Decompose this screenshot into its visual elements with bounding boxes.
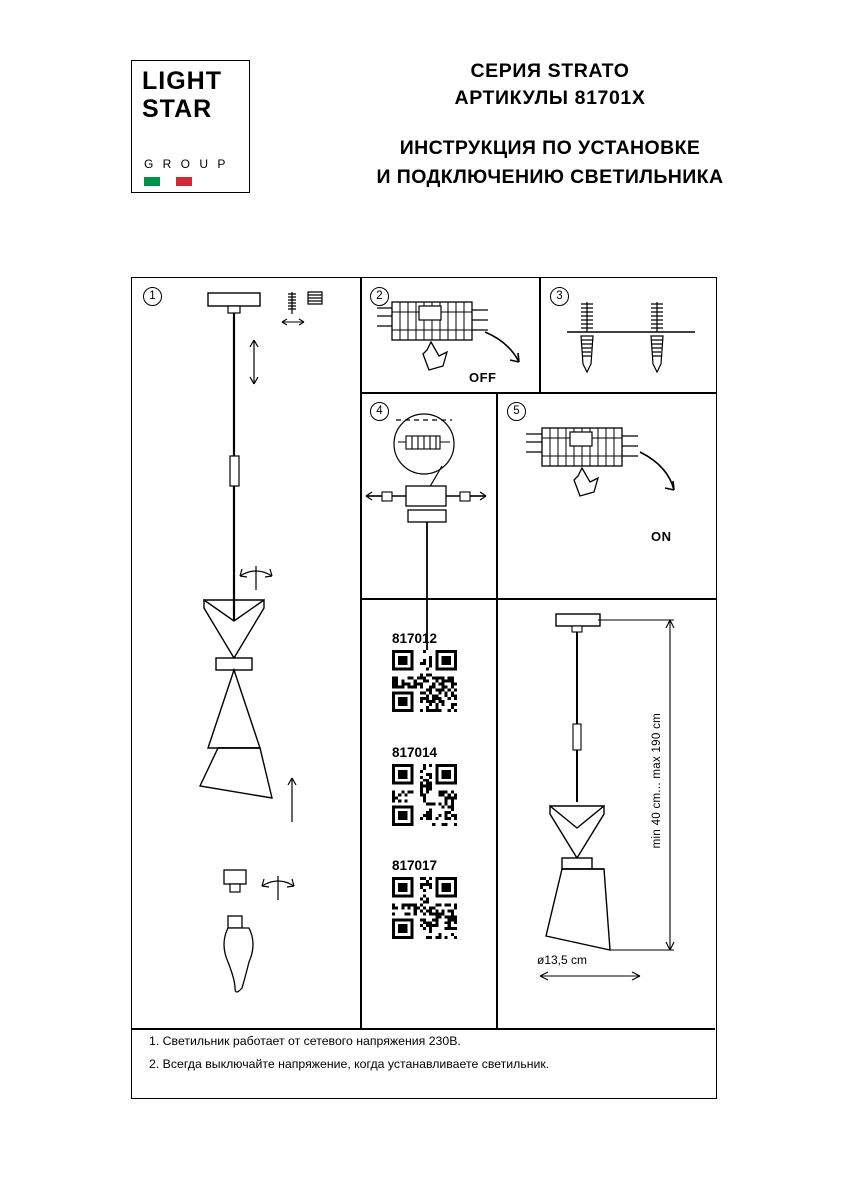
logo-line-1: LIGHT	[142, 67, 222, 95]
step-number-4: 4	[370, 402, 389, 421]
label-on: ON	[651, 529, 672, 544]
qr-item-0	[392, 631, 457, 717]
qr-label-2: 817017	[392, 858, 438, 873]
qr-item-2	[392, 858, 457, 944]
step-number-5: 5	[507, 402, 526, 421]
step-number-3: 3	[550, 287, 569, 306]
note-line-2: 2. Всегда выключайте напряжение, когда устанавливаете светильник.	[149, 1057, 550, 1071]
qr-code-image-1	[392, 764, 457, 826]
product-dimension-drawing	[498, 606, 716, 1026]
step-number-2: 2	[370, 287, 389, 306]
step5-switch-on-drawing	[500, 392, 716, 592]
header-text-block	[300, 58, 800, 192]
divider-horizontal-row2	[360, 598, 717, 600]
step2-switch-off-drawing	[367, 284, 537, 394]
footer-notes	[149, 1030, 699, 1076]
step3-screws-drawing	[545, 284, 715, 394]
note-line-1: 1. Светильник работает от сетевого напряжения 230В.	[149, 1034, 461, 1048]
qr-code-image-0	[392, 650, 457, 712]
step4-bracket-drawing	[362, 392, 496, 598]
label-off: OFF	[469, 370, 497, 385]
document-header	[0, 0, 848, 225]
diameter-dimension-label: ø13,5 cm	[537, 953, 588, 967]
height-dimension-label: min 40 cm... max 190 cm	[651, 713, 663, 849]
doc-title-line-2: И ПОДКЛЮЧЕНИЮ СВЕТИЛЬНИКА	[376, 166, 724, 188]
article-label: АРТИКУЛЫ 81701X	[454, 87, 646, 109]
doc-title-line-1: ИНСТРУКЦИЯ ПО УСТАНОВКЕ	[399, 137, 701, 159]
qr-label-1: 817014	[392, 745, 438, 760]
italy-flag-icon	[144, 177, 192, 186]
brand-logo	[131, 60, 250, 193]
qr-item-1	[392, 745, 457, 831]
lamp-assembly-drawing	[132, 278, 360, 1026]
divider-vertical-mid	[496, 392, 498, 598]
qr-code-image-2	[392, 877, 457, 939]
series-label: СЕРИЯ STRATO	[470, 60, 630, 82]
logo-group-text: G R O U P	[144, 157, 229, 171]
logo-line-2: STAR	[142, 95, 213, 123]
divider-vertical-main	[360, 278, 362, 1028]
divider-vertical-top	[539, 278, 541, 392]
step-number-1: 1	[143, 287, 162, 306]
qr-label-0: 817012	[392, 631, 438, 646]
instruction-frame	[131, 277, 717, 1099]
logo-wordmark	[142, 67, 222, 123]
